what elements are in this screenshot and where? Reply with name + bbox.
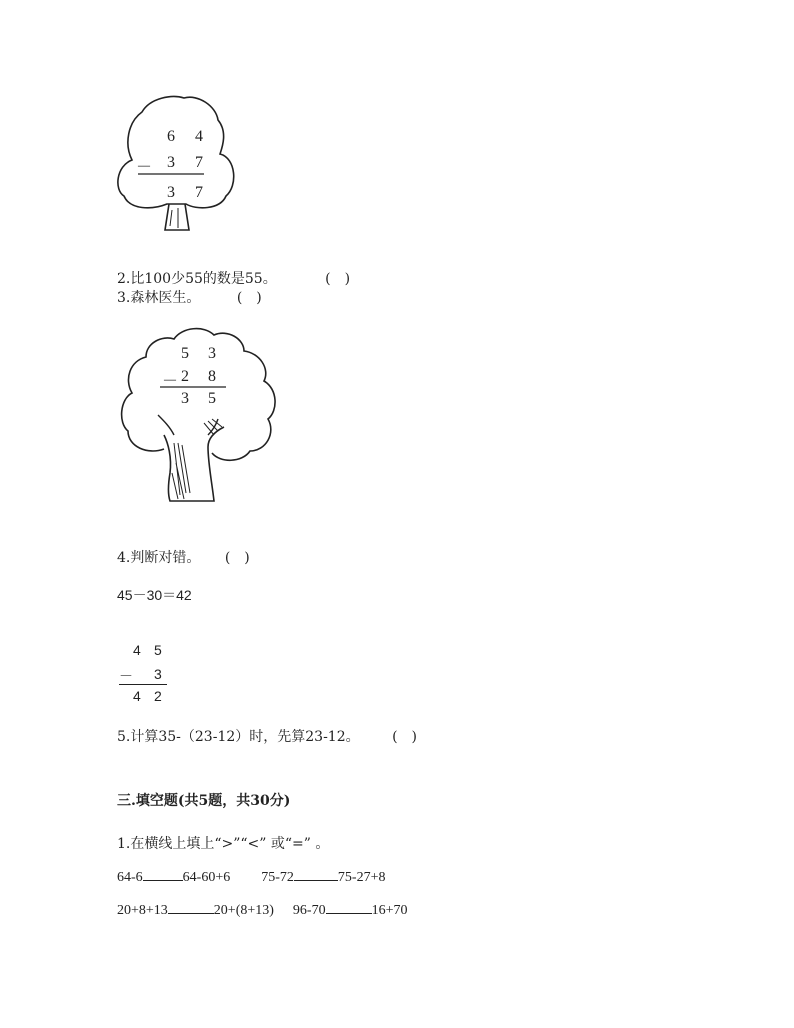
question-4-equation: 45－30＝42 bbox=[117, 587, 192, 603]
question-3-answer-paren[interactable]: ( ) bbox=[236, 290, 262, 306]
q4-vertical-result-ones: 2 bbox=[154, 688, 162, 704]
q4-vertical-top-tens: 4 bbox=[133, 642, 141, 658]
tree1-sub-ones: 7 bbox=[195, 154, 203, 171]
fill-1-row-1 bbox=[117, 870, 385, 886]
tree2-result-tens: 3 bbox=[181, 390, 189, 407]
tree2-sub-ones: 8 bbox=[208, 368, 216, 385]
fill-1-row-2 bbox=[117, 903, 408, 919]
compare-1-left: 64-6 bbox=[117, 870, 143, 885]
tree2-minus-sign: － bbox=[162, 373, 179, 390]
compare-1-right: 64-60+6 bbox=[182, 870, 231, 885]
question-4-text: 4.判断对错。 bbox=[117, 550, 201, 566]
tree2-sub-tens: 2 bbox=[181, 368, 189, 385]
tree1-result-tens: 3 bbox=[167, 184, 175, 201]
tree2-top-ones: 3 bbox=[208, 345, 216, 362]
tree2-top-tens: 5 bbox=[181, 345, 189, 362]
q4-vertical-minus-sign: － bbox=[119, 668, 133, 684]
compare-4-right: 16+70 bbox=[371, 903, 408, 918]
compare-3-blank[interactable] bbox=[168, 913, 214, 914]
tree-1-drawing bbox=[112, 92, 242, 232]
tree1-top-ones: 4 bbox=[195, 128, 203, 145]
compare-4-blank[interactable] bbox=[326, 913, 372, 914]
tree1-sub-tens: 3 bbox=[167, 154, 175, 171]
question-2-text: 2.比100少55的数是55。 bbox=[117, 271, 277, 287]
question-5 bbox=[117, 726, 417, 746]
compare-3-left: 20+8+13 bbox=[117, 903, 168, 918]
tree1-result-ones: 7 bbox=[195, 184, 203, 201]
compare-3-right: 20+(8+13) bbox=[213, 903, 274, 918]
fill-1-prompt: 1.在横线上填上“>”“<” 或“=” 。 bbox=[117, 836, 330, 852]
question-4 bbox=[117, 547, 250, 567]
q4-vertical-sub-ones: 3 bbox=[154, 666, 162, 682]
question-5-text: 5.计算35-（23-12）时，先算23-12。 bbox=[117, 729, 360, 745]
question-3-text: 3.森林医生。 bbox=[117, 290, 201, 306]
q4-vertical-result-tens: 4 bbox=[133, 688, 141, 704]
q4-vertical-rule bbox=[119, 684, 167, 685]
question-2 bbox=[117, 268, 350, 288]
compare-2-blank[interactable] bbox=[294, 880, 338, 881]
tree2-result-ones: 5 bbox=[208, 390, 216, 407]
question-4-answer-paren[interactable]: ( ) bbox=[224, 550, 250, 566]
question-2-answer-paren[interactable]: ( ) bbox=[325, 271, 351, 287]
compare-2-right: 75-27+8 bbox=[337, 870, 386, 885]
question-3 bbox=[117, 287, 262, 307]
question-5-answer-paren[interactable]: ( ) bbox=[392, 729, 418, 745]
tree1-top-tens: 6 bbox=[167, 128, 175, 145]
compare-4-left: 96-70 bbox=[292, 903, 326, 918]
section-3-title: 三.填空题(共5题，共30分) bbox=[117, 793, 291, 809]
tree1-minus-sign: － bbox=[136, 159, 153, 176]
compare-2-left: 75-72 bbox=[261, 870, 294, 885]
tree-2-drawing bbox=[120, 323, 280, 503]
compare-1-blank[interactable] bbox=[143, 880, 183, 881]
q4-vertical-top-ones: 5 bbox=[154, 642, 162, 658]
